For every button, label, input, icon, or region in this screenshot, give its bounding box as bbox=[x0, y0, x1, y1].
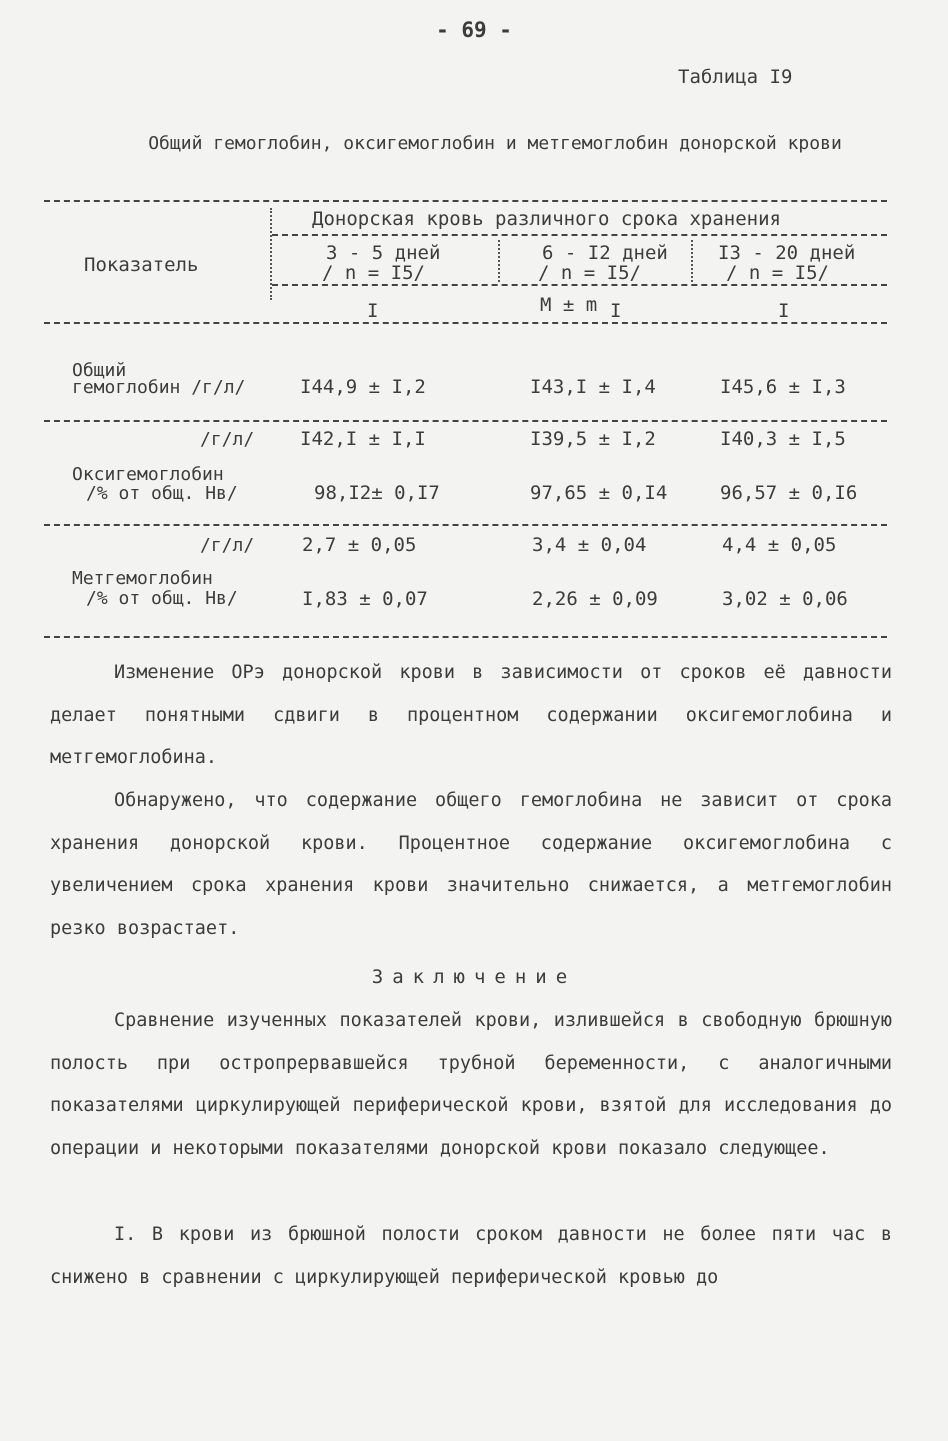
table-header-rule bbox=[272, 234, 887, 236]
row-label: Оксигемоглобин bbox=[72, 464, 224, 485]
row-label: /% от общ. Нв/ bbox=[86, 588, 238, 609]
paragraph: Изменение ОРэ донорской крови в зависимости от сроков её давности делает понятными сдвиги в процентном содержании оксигемоглобина и метгемоглобина. bbox=[50, 662, 892, 768]
table-cell: I39,5 ± I,2 bbox=[530, 428, 656, 450]
table-cell: 4,4 ± 0,05 bbox=[722, 534, 837, 556]
row-rule bbox=[44, 420, 887, 422]
column-title: I3 - 20 дней bbox=[718, 242, 856, 264]
table-top-rule bbox=[44, 200, 887, 202]
row-label: Общий bbox=[72, 360, 127, 381]
paragraph: I. В крови из брюшной полости сроком давности не более пяти час в снижено в сравнении с циркулирующей периферической кровью до bbox=[50, 1224, 892, 1288]
section-heading: Заключение bbox=[371, 966, 577, 988]
stat-label: M ± m bbox=[540, 294, 598, 316]
row-label: Метгемоглобин bbox=[72, 568, 213, 589]
table-caption: Общий гемоглобин, оксигемоглобин и метгемоглобин донорской крови bbox=[148, 133, 842, 154]
column-title: 6 - I2 дней bbox=[542, 242, 668, 264]
header-parameter: Показатель bbox=[84, 254, 199, 276]
paragraph: Сравнение изученных показателей крови, излившейся в свободную брюшную полость при остропрервавшейся трубной беременности, с аналогичными показателями циркулирующей периферической крови, взятой для исследования до операции и некоторыми показателями донорской крови показало следующее. bbox=[50, 1010, 892, 1159]
column-divider bbox=[498, 240, 500, 282]
row-label: гемоглобин /г/л/ bbox=[72, 377, 246, 398]
column-divider bbox=[270, 208, 272, 300]
column-roman: I bbox=[778, 300, 790, 322]
column-n: / n = I5/ bbox=[322, 262, 425, 284]
table-cell: I45,6 ± I,3 bbox=[720, 376, 846, 398]
table-cell: 98,I2± 0,I7 bbox=[314, 482, 440, 504]
table-bottom-rule bbox=[44, 636, 887, 638]
column-title: 3 - 5 дней bbox=[326, 242, 441, 264]
column-divider bbox=[691, 240, 693, 282]
row-label: /% от общ. Нв/ bbox=[86, 483, 238, 504]
row-unit: /г/л/ bbox=[200, 429, 255, 450]
page-number: - 69 - bbox=[436, 18, 512, 42]
table-cell: 2,26 ± 0,09 bbox=[532, 588, 658, 610]
table-label: Таблица I9 bbox=[678, 66, 793, 88]
column-roman: I bbox=[367, 300, 379, 322]
column-roman: I bbox=[610, 300, 622, 322]
table-cell: 2,7 ± 0,05 bbox=[302, 534, 417, 556]
table-header-rule bbox=[272, 284, 887, 286]
table-header-bottom-rule bbox=[44, 322, 887, 324]
table-cell: I43,I ± I,4 bbox=[530, 376, 656, 398]
table-cell: I42,I ± I,I bbox=[300, 428, 426, 450]
column-n: / n = I5/ bbox=[726, 262, 829, 284]
table-cell: I44,9 ± I,2 bbox=[300, 376, 426, 398]
table-cell: I40,3 ± I,5 bbox=[720, 428, 846, 450]
column-n: / n = I5/ bbox=[538, 262, 641, 284]
paragraph: Обнаружено, что содержание общего гемоглобина не зависит от срока хранения донорской крови. Процентное содержание оксигемоглобина с увеличением срока хранения крови значительно снижается, а метгемоглобин резко возрастает. bbox=[50, 790, 892, 939]
table-cell: 3,02 ± 0,06 bbox=[722, 588, 848, 610]
header-group: Донорская кровь различного срока хранения bbox=[312, 208, 781, 230]
row-unit: /г/л/ bbox=[200, 535, 255, 556]
table-cell: 3,4 ± 0,04 bbox=[532, 534, 647, 556]
table-cell: I,83 ± 0,07 bbox=[302, 588, 428, 610]
row-rule bbox=[44, 524, 887, 526]
table-cell: 96,57 ± 0,I6 bbox=[720, 482, 858, 504]
table-cell: 97,65 ± 0,I4 bbox=[530, 482, 668, 504]
